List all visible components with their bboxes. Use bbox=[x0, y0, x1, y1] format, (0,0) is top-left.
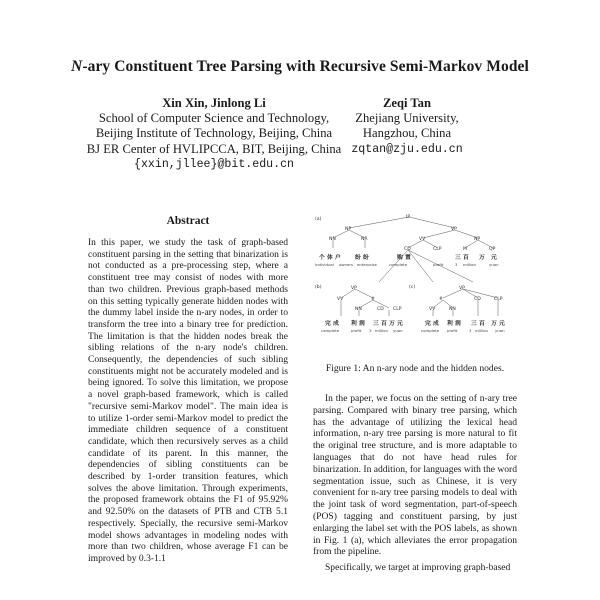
tree-char: 润 bbox=[455, 321, 461, 327]
panel-b-characters bbox=[325, 319, 403, 327]
tree-node: CLP bbox=[494, 297, 503, 302]
tree-node-hidden: # bbox=[439, 297, 443, 302]
tree-node: CLP bbox=[393, 307, 402, 312]
tree-node: CLP bbox=[433, 247, 442, 252]
tree-char: 个 bbox=[319, 255, 325, 261]
panel-label-b: (b) bbox=[315, 285, 322, 290]
tree-node: NP bbox=[474, 237, 481, 242]
tree-char: 三 bbox=[471, 321, 477, 327]
tree-node: VV bbox=[419, 237, 426, 242]
tree-node: QP bbox=[489, 247, 496, 252]
tree-gloss: complete bbox=[389, 262, 408, 267]
tree-char: 元 bbox=[491, 255, 497, 261]
abstract-heading: Abstract bbox=[166, 215, 210, 227]
tree-gloss: owners bbox=[339, 262, 354, 267]
tree-char: 百 bbox=[463, 255, 469, 261]
tree-gloss: profit bbox=[447, 328, 458, 333]
tree-gloss: yuan bbox=[489, 262, 499, 267]
tree-char: 完 bbox=[425, 321, 431, 327]
panel-a-gloss bbox=[315, 262, 499, 267]
tree-gloss: million bbox=[475, 328, 488, 333]
tree-node-root: IP bbox=[406, 215, 411, 220]
author-names-right: Zeqi Tan bbox=[383, 96, 431, 110]
tree-char: 三 bbox=[373, 321, 379, 327]
tree-node: M bbox=[463, 247, 467, 252]
abstract-text: In this paper, we study the task of graph-based constituent parsing in the setting that binarization is not conducted as a pre-processing step, where a constituent tree may consist of nodes with more than two children. Previous graph-based methods on this setting typically generate hidden nodes with the dummy label inside the n-ary nodes, in order to transform the tree into a binary tree for prediction. The limitation is that the hidden nodes break the sibling relations of the n-ary node's children. Consequently, the dependencies of such sibling constituents might not be accurately modeled and is being ignored. To solve this limitation, we propose a novel graph-based framework, which is called "recursive semi-Markov model". The main idea is to utilize 1-order semi-Markov model to predict the immediate children sequence of a constituent candidate, which then recursively serves as a child candidate of its parent. In this manner, the dependencies of sibling constituents can be described by 1-order transition features, which solves the above limitation. Through experiments, the proposed framework obtains the F1 of 95.92% and 92.50% on the datasets of PTB and CTB 5.1 respectively. Specially, the recursive semi-Markov model shows advantages in modeling nodes with more than two children, whose average F1 can be improved by 0.3-1.1 bbox=[88, 237, 288, 564]
affiliation-right-line-1: Zhejiang University, bbox=[355, 111, 459, 126]
tree-char: 三 bbox=[455, 255, 461, 261]
figure-caption: Figure 1: An n-ary node and the hidden nodes. bbox=[325, 363, 505, 374]
tree-gloss: million bbox=[375, 328, 388, 333]
panel-b-gloss bbox=[321, 328, 403, 333]
affiliation-line-1: School of Computer Science and Technology, bbox=[98, 111, 330, 126]
tree-gloss: 3 bbox=[369, 328, 372, 333]
tree-gloss: yuan bbox=[495, 328, 505, 333]
tree-char: 纷 bbox=[363, 255, 369, 261]
author-names-left: Xin Xin, Jinlong Li bbox=[162, 96, 266, 110]
tree-char: 购 bbox=[397, 255, 403, 261]
tree-node: CD bbox=[377, 307, 384, 312]
tree-node-hidden: # bbox=[371, 297, 375, 302]
tree-node: NN bbox=[355, 307, 362, 312]
tree-char: 成 bbox=[333, 321, 339, 327]
tree-char: 百 bbox=[381, 321, 387, 327]
tree-char: 润 bbox=[359, 321, 365, 327]
affiliation-right-line-2: Hangzhou, China bbox=[362, 126, 452, 141]
body-paragraph-2: Specifically, we target at improving graph-based bbox=[325, 562, 511, 574]
tree-gloss: 3 bbox=[469, 328, 472, 333]
tree-gloss: profit bbox=[433, 262, 444, 267]
panel-c-gloss bbox=[421, 328, 505, 333]
affiliation-line-2: Beijing Institute of Technology, Beijing, China bbox=[95, 126, 333, 141]
author-email-left: {xxin,jllee}@bit.edu.cn bbox=[133, 157, 295, 171]
tree-figure bbox=[313, 212, 517, 358]
authors-right bbox=[327, 96, 487, 157]
title-text: -ary Constituent Tree Parsing with Recursive Semi-Markov Model bbox=[82, 58, 529, 75]
tree-gloss: individual bbox=[315, 262, 334, 267]
tree-node: NN bbox=[449, 307, 456, 312]
tree-gloss: complete bbox=[321, 328, 340, 333]
panel-c-characters bbox=[425, 319, 505, 327]
tree-node: NR bbox=[361, 237, 368, 242]
tree-char: 置 bbox=[405, 255, 411, 261]
tree-char: 纷 bbox=[355, 255, 361, 261]
tree-node: VP bbox=[451, 227, 457, 232]
figure-1 bbox=[313, 212, 517, 358]
panel-label-a: (a) bbox=[315, 217, 322, 222]
tree-node: VP bbox=[459, 286, 465, 291]
tree-char: 利 bbox=[351, 321, 357, 327]
body-paragraph-1: In the paper, we focus on the setting of n-ary tree parsing. Compared with binary tree parsing, which has the advantage of utilizing the lexical head information, n-ary tree parsing is more natural to fit the original tree structure, and is more adaptable to languages that do not have head rules for binarization. In addition, for languages with the word segmentation issue, such as Chinese, it is very convenient for n-ary tree parsing models to deal with the joint task of word segmentation, part-of-speech (POS) tagging and constituent parsing, by just enlarging the label set with the POS labels, as shown in Fig. 1 (a), which alleviates the error propagation from the pipeline. bbox=[313, 393, 517, 558]
tree-node: NN bbox=[329, 237, 336, 242]
paper-title bbox=[0, 58, 600, 76]
tree-node: CD bbox=[474, 297, 481, 302]
tree-gloss: yuan bbox=[393, 328, 403, 333]
tree-gloss: 3 bbox=[455, 262, 458, 267]
tree-char: 利 bbox=[447, 321, 453, 327]
tree-char: 成 bbox=[433, 321, 439, 327]
tree-char: 元 bbox=[397, 321, 403, 327]
title-italic-n: N bbox=[71, 58, 83, 75]
tree-gloss: profit bbox=[351, 328, 362, 333]
panel-label-c: (c) bbox=[409, 285, 416, 290]
tree-node: NP bbox=[345, 227, 352, 232]
tree-char: 元 bbox=[499, 321, 505, 327]
tree-node: VV bbox=[337, 297, 344, 302]
tree-char: 完 bbox=[325, 321, 331, 327]
tree-char: 百 bbox=[479, 321, 485, 327]
tree-gloss: million bbox=[463, 262, 476, 267]
affiliation-line-3: BJ ER Center of HVLIPCCA, BIT, Beijing, China bbox=[86, 141, 342, 156]
tree-char: 户 bbox=[335, 255, 341, 261]
tree-node: VP bbox=[351, 286, 357, 291]
tree-gloss: enterprise bbox=[357, 262, 377, 267]
tree-char: 万 bbox=[479, 255, 485, 261]
tree-char: 万 bbox=[389, 321, 395, 327]
tree-char: 万 bbox=[491, 321, 497, 327]
tree-gloss: complete bbox=[421, 328, 440, 333]
panel-a-characters bbox=[319, 253, 497, 261]
tree-char: 体 bbox=[327, 255, 333, 261]
tree-node: CD bbox=[404, 247, 411, 252]
authors-left bbox=[80, 96, 348, 172]
body-text-right bbox=[313, 393, 517, 574]
tree-node: VV bbox=[429, 307, 436, 312]
author-email-right: zqtan@zju.edu.cn bbox=[351, 142, 463, 156]
